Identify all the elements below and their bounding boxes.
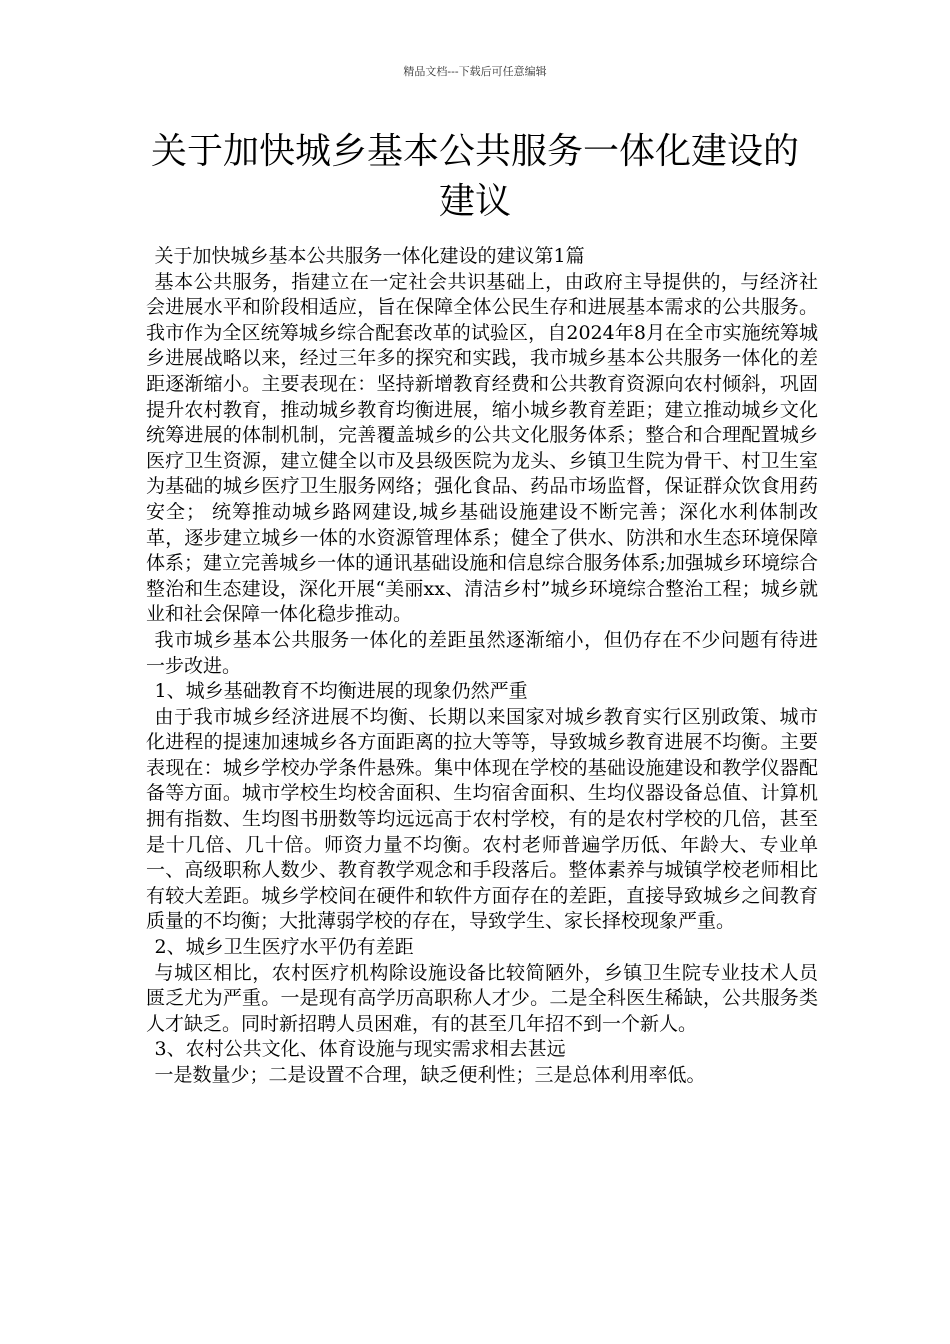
document-body — [146, 244, 818, 1089]
paragraph-education: 由于我市城乡经济进展不均衡、长期以来国家对城乡教育实行区别政策、城市化进程的提速加速城乡各方面距离的拉大等等，导致城乡教育进展不均衡。主要表现在：城乡学校办学条件悬殊。集中体现在学校的基础设施建设和教学仪器配备等方面。城市学校生均校舍面积、生均宿舍面积、生均仪器设备总值、计算机拥有指数、生均图书册数等均远远高于农村学校，有的是农村学校的几倍，甚至是十几倍、几十倍。师资力量不均衡。农村老师普遍学历低、年龄大、专业单一、高级职称人数少、教育教学观念和手段落后。整体素养与城镇学校老师相比有较大差距。城乡学校间在硬件和软件方面存在的差距，直接导致城乡之间教育质量的不均衡；大批薄弱学校的存在，导致学生、家长择校现象严重。 — [146, 705, 818, 933]
paragraph-culture: 一是数量少；二是设置不合理，缺乏便利性；三是总体利用率低。 — [154, 1064, 706, 1086]
document-title: 关于加快城乡基本公共服务一体化建设的建议 — [150, 131, 799, 222]
header-note: 精品文档---下载后可任意编辑 — [403, 65, 547, 78]
paragraph-health: 与城区相比，农村医疗机构除设施设备比较简陋外，乡镇卫生院专业技术人员匮乏尤为严重。一是现有高学历高职称人才少。二是全科医生稀缺，公共服务类人才缺乏。同时新招聘人员困难，有的甚至几年招不到一个新人。 — [146, 961, 818, 1035]
paragraph-problems: 我市城乡基本公共服务一体化的差距虽然逐渐缩小，但仍存在不少问题有待进一步改进。 — [146, 628, 818, 677]
paragraph-intro: 基本公共服务，指建立在一定社会共识基础上，由政府主导提供的，与经济社会进展水平和阶段相适应，旨在保障全体公民生存和进展基本需求的公共服务。我市作为全区统筹城乡综合配套改革的试验区，自2024年8月在全市实施统筹城乡进展战略以来，经过三年多的探究和实践，我市城乡基本公共服务一体化的差距逐渐缩小。主要表现在：坚持新增教育经费和公共教育资源向农村倾斜，巩固提升农村教育，推动城乡教育均衡进展，缩小城乡教育差距；建立推动城乡文化统筹进展的体制机制，完善覆盖城乡的公共文化服务体系；整合和合理配置城乡医疗卫生资源，建立健全以市及县级医院为龙头、乡镇卫生院为骨干、村卫生室为基础的城乡医疗卫生服务网络；强化食品、药品市场监督，保证群众饮食用药安全； 统筹推动城乡路网建设,城乡基础设施建设不断完善；深化水利体制改革，逐步建立城乡一体的水资源管理体系；健全了供水、防洪和水生态环境保障体系；建立完善城乡一体的通讯基础设施和信息综合服务体系;加强城乡环境综合整治和生态建设，深化开展“美丽xx、清洁乡村”城乡环境综合整治工程；城乡就业和社会保障一体化稳步推动。 — [146, 270, 818, 626]
section-heading-culture: 3、农村公共文化、体育设施与现实需求相去甚远 — [154, 1038, 566, 1061]
section-heading-health: 2、城乡卫生医疗水平仍有差距 — [154, 936, 414, 959]
section-heading-education: 1、城乡基础教育不均衡进展的现象仍然严重 — [154, 680, 528, 703]
paragraph-subtitle: 关于加快城乡基本公共服务一体化建设的建议第1篇 — [154, 245, 585, 267]
